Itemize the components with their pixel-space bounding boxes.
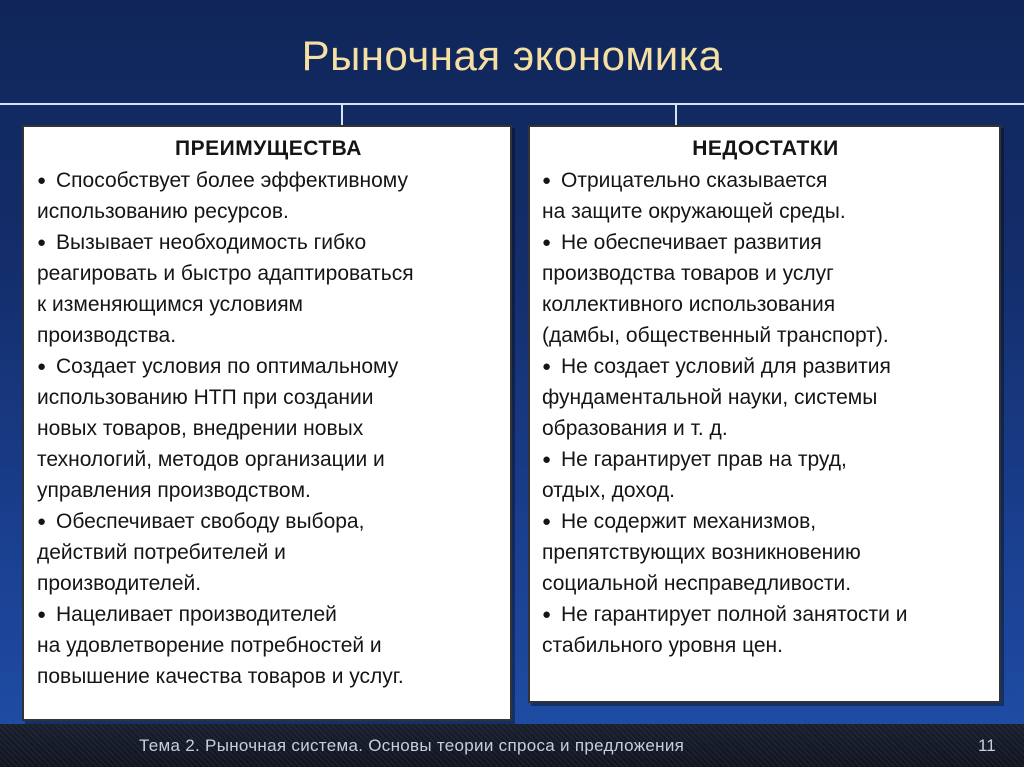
advantage-item bbox=[37, 599, 500, 692]
divider-tick-right bbox=[675, 104, 677, 126]
disadvantages-panel bbox=[528, 125, 1001, 703]
bullet-icon: ● bbox=[542, 172, 552, 189]
advantage-item bbox=[37, 506, 500, 599]
footer-topic: Тема 2. Рыночная система. Основы теории спроса и предложения bbox=[139, 736, 685, 755]
disadvantage-item bbox=[542, 506, 989, 599]
disadvantage-item bbox=[542, 599, 989, 661]
advantage-text: Нацеливает производителей на удовлетворение потребностей и повышение качества товаров и услуг. bbox=[37, 603, 404, 688]
disadvantage-item bbox=[542, 227, 989, 351]
slide-title: Рыночная экономика bbox=[301, 32, 723, 79]
disadvantage-text: Не гарантирует полной занятости и стабильного уровня цен. bbox=[542, 603, 908, 657]
disadvantage-text: Отрицательно сказывается на защите окружающей среды. bbox=[542, 169, 846, 223]
advantage-item bbox=[37, 351, 500, 506]
bullet-icon: ● bbox=[37, 234, 47, 251]
disadvantages-heading: НЕДОСТАТКИ bbox=[692, 137, 839, 160]
disadvantage-text: Не обеспечивает развития производства товаров и услуг коллективного использования (дамбы, общественный транспорт). bbox=[542, 231, 889, 347]
bullet-icon: ● bbox=[37, 513, 47, 530]
bullet-icon: ● bbox=[37, 358, 47, 375]
bullet-icon: ● bbox=[542, 513, 552, 530]
advantage-text: Создает условия по оптимальному использованию НТП при создании новых товаров, внедрении новых технологий, методов организации и управления производством. bbox=[37, 355, 399, 502]
disadvantage-item bbox=[542, 444, 989, 506]
advantage-item bbox=[37, 227, 500, 351]
bullet-icon: ● bbox=[37, 606, 47, 623]
footer-bar bbox=[0, 724, 1024, 767]
bullet-icon: ● bbox=[37, 172, 47, 189]
disadvantage-item bbox=[542, 165, 989, 227]
bullet-icon: ● bbox=[542, 451, 552, 468]
advantage-text: Вызывает необходимость гибко реагировать и быстро адаптироваться к изменяющимся условиям производства. bbox=[37, 231, 414, 347]
disadvantage-text: Не содержит механизмов, препятствующих возникновению социальной несправедливости. bbox=[542, 510, 861, 595]
page-number: 11 bbox=[978, 736, 996, 755]
advantage-text: Обеспечивает свободу выбора, действий потребителей и производителей. bbox=[37, 510, 365, 595]
advantages-heading: ПРЕИМУЩЕСТВА bbox=[175, 137, 362, 160]
disadvantage-item bbox=[542, 351, 989, 444]
advantage-text: Способствует более эффективному использованию ресурсов. bbox=[37, 169, 408, 223]
disadvantage-text: Не создает условий для развития фундаментальной науки, системы образования и т. д. bbox=[542, 355, 891, 440]
bullet-icon: ● bbox=[542, 606, 552, 623]
bullet-icon: ● bbox=[542, 358, 552, 375]
advantage-item bbox=[37, 165, 500, 227]
divider-tick-left bbox=[341, 104, 343, 126]
disadvantage-text: Не гарантирует прав на труд, отдых, доход. bbox=[542, 448, 847, 502]
title-divider bbox=[0, 103, 1024, 105]
advantages-panel bbox=[22, 125, 512, 721]
bullet-icon: ● bbox=[542, 234, 552, 251]
